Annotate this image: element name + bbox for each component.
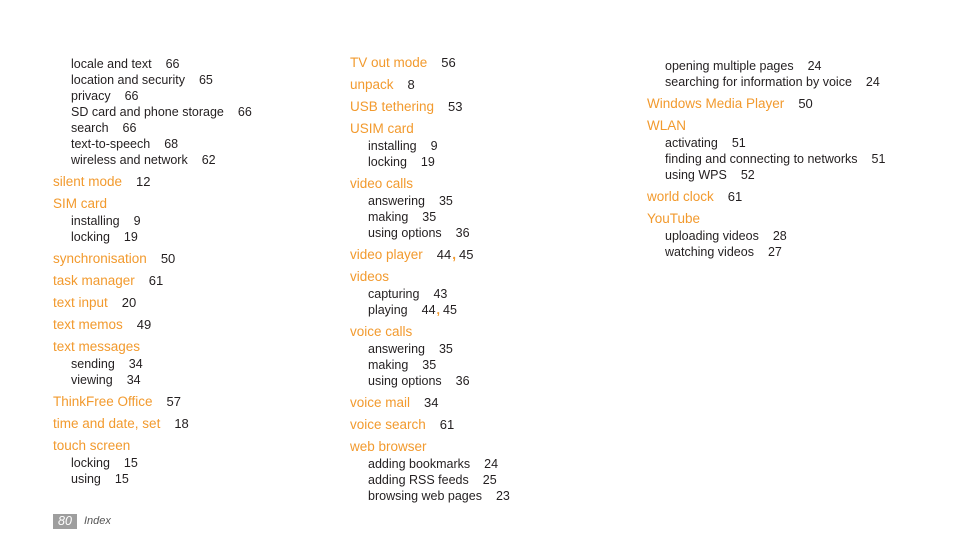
index-topic [53,339,140,355]
index-subentry [53,229,138,245]
index-term: locking [368,155,407,169]
index-subentry [53,471,129,487]
page-reference: 35 [422,210,437,224]
index-topic [53,273,163,289]
index-term: wireless and network [71,153,188,167]
index-subentry [53,56,180,72]
page-reference: 19 [420,155,435,169]
index-subentry [350,341,453,357]
index-term: silent mode [53,174,123,189]
index-term: locale and text [71,57,152,71]
page-reference: 25 [482,473,497,487]
page-reference: 20 [121,295,137,310]
index-subentry [350,209,436,225]
page-reference: 15 [114,472,129,486]
index-subentry [53,372,141,388]
index-term: watching videos [665,245,754,259]
page-reference: 8 [407,77,415,92]
index-subentry [647,228,787,244]
index-topic [350,176,413,192]
index-term: opening multiple pages [665,59,794,73]
page-reference: 66 [165,57,180,71]
index-subentry [53,213,141,229]
index-term: SIM card [53,196,108,211]
page-reference: 66 [122,121,137,135]
page-reference: 43 [433,287,448,301]
index-topic [647,118,686,134]
index-term: USIM card [350,121,414,136]
index-topic [350,395,439,411]
index-term: ThinkFree Office [53,394,153,409]
page-reference: 19 [123,230,138,244]
page-reference: 51 [871,152,886,166]
index-subentry [53,88,139,104]
page-reference: 36 [455,374,470,388]
index-term: task manager [53,273,135,288]
index-term: videos [350,269,390,284]
index-term: answering [368,194,425,208]
index-topic [647,211,700,227]
page-number: 80 [53,514,77,529]
index-subentry [350,193,453,209]
index-subentry [647,244,782,260]
page-reference: 65 [198,73,213,87]
page-reference: 44 [421,303,436,317]
index-term: adding bookmarks [368,457,471,471]
index-subentry [647,58,821,74]
index-topic [53,394,181,410]
page-reference: 9 [430,139,438,153]
index-subentry [53,136,178,152]
page-reference: 24 [865,75,880,89]
index-term: sending [71,357,115,371]
index-term: viewing [71,373,113,387]
index-term: world clock [647,189,714,204]
page-reference: 57 [166,394,182,409]
index-topic [350,269,389,285]
index-term: browsing web pages [368,489,482,503]
index-term: Windows Media Player [647,96,785,111]
page-reference: 68 [164,137,179,151]
index-term: uploading videos [665,229,759,243]
page-reference: 50 [160,251,176,266]
index-term: USB tethering [350,99,435,114]
page-reference: 44 [436,247,452,262]
page-reference: 49 [136,317,152,332]
index-topic [53,251,175,267]
index-term: text-to-speech [71,137,151,151]
index-term: YouTube [647,211,701,226]
page-reference: 18 [174,416,189,431]
index-term: capturing [368,287,420,301]
page-footer [53,513,111,529]
index-term: search [71,121,109,135]
page-reference: 53 [448,99,463,114]
page-reference: 34 [128,357,143,371]
index-term: using options [368,226,442,240]
index-topic [647,189,742,205]
index-term: playing [368,303,408,317]
index-topic [53,295,136,311]
index-term: using WPS [665,168,727,182]
index-term: voice calls [350,324,413,339]
page-reference: 61 [727,189,743,204]
page-reference: 12 [136,174,151,189]
index-term: answering [368,342,425,356]
index-subentry [350,138,438,154]
page-reference: 34 [424,395,439,410]
page-reference: 61 [439,417,455,432]
page-reference: 52 [740,168,755,182]
index-subentry [53,455,138,471]
index-subentry [350,488,510,504]
index-term: installing [71,214,120,228]
reference-separator: , [452,247,457,262]
page-reference: 62 [201,153,216,167]
index-term: voice mail [350,395,411,410]
index-topic [350,121,414,137]
reference-separator: , [436,303,441,317]
index-subentry [647,74,880,90]
index-term: privacy [71,89,111,103]
index-term: using options [368,374,442,388]
index-subentry [350,357,436,373]
index-term: activating [665,136,718,150]
index-topic [647,96,813,112]
index-term: TV out mode [350,55,428,70]
section-label: Index [84,515,111,527]
index-term: making [368,210,409,224]
index-subentry [350,456,498,472]
page-reference: 28 [772,229,787,243]
index-term: video player [350,247,423,262]
index-subentry [647,167,755,183]
page-reference: 36 [455,226,470,240]
index-subentry [647,135,746,151]
index-topic [350,77,415,93]
page-reference: 35 [438,194,453,208]
index-subentry [53,120,136,136]
index-topic [53,174,151,190]
index-topic [350,439,427,455]
index-term: SD card and phone storage [71,105,224,119]
index-term: locking [71,230,110,244]
index-term: making [368,358,409,372]
page-reference: 66 [124,89,139,103]
page-reference: 45 [443,303,457,317]
page-reference: 9 [133,214,141,228]
index-term: web browser [350,439,427,454]
page-reference: 23 [495,489,510,503]
page-reference: 45 [459,247,474,262]
index-term: WLAN [647,118,687,133]
index-term: text messages [53,339,141,354]
index-term: synchronisation [53,251,147,266]
page-reference: 51 [731,136,746,150]
index-topic [350,324,412,340]
index-topic [53,416,189,432]
index-term: voice search [350,417,426,432]
index-subentry [350,286,447,302]
index-term: installing [368,139,417,153]
index-term: searching for information by voice [665,75,852,89]
page-reference: 34 [126,373,141,387]
page-reference: 61 [148,273,164,288]
index-subentry [350,472,497,488]
index-term: adding RSS feeds [368,473,469,487]
index-subentry [53,104,252,120]
page-reference: 50 [798,96,813,111]
index-term: locking [71,456,110,470]
page-reference: 56 [441,55,456,70]
page-reference: 66 [237,105,252,119]
index-topic [53,317,151,333]
index-subentry [350,154,435,170]
index-term: text memos [53,317,123,332]
index-topic [350,55,456,71]
index-subentry [350,302,457,318]
page-reference: 24 [807,59,822,73]
page-reference: 24 [484,457,499,471]
index-term: video calls [350,176,414,191]
index-subentry [53,152,216,168]
index-topic [350,247,474,263]
index-subentry [53,356,143,372]
index-topic [350,99,463,115]
index-subentry [350,225,470,241]
index-subentry [647,151,885,167]
index-term: finding and connecting to networks [665,152,858,166]
index-term: unpack [350,77,394,92]
index-topic [53,196,107,212]
page-reference: 35 [422,358,437,372]
index-term: text input [53,295,108,310]
index-topic [350,417,454,433]
index-term: location and security [71,73,185,87]
index-subentry [350,373,470,389]
index-term: using [71,472,101,486]
index-term: time and date, set [53,416,161,431]
index-topic [53,438,130,454]
index-subentry [53,72,213,88]
page-reference: 15 [123,456,138,470]
page-reference: 27 [767,245,782,259]
page-reference: 35 [438,342,453,356]
index-term: touch screen [53,438,131,453]
